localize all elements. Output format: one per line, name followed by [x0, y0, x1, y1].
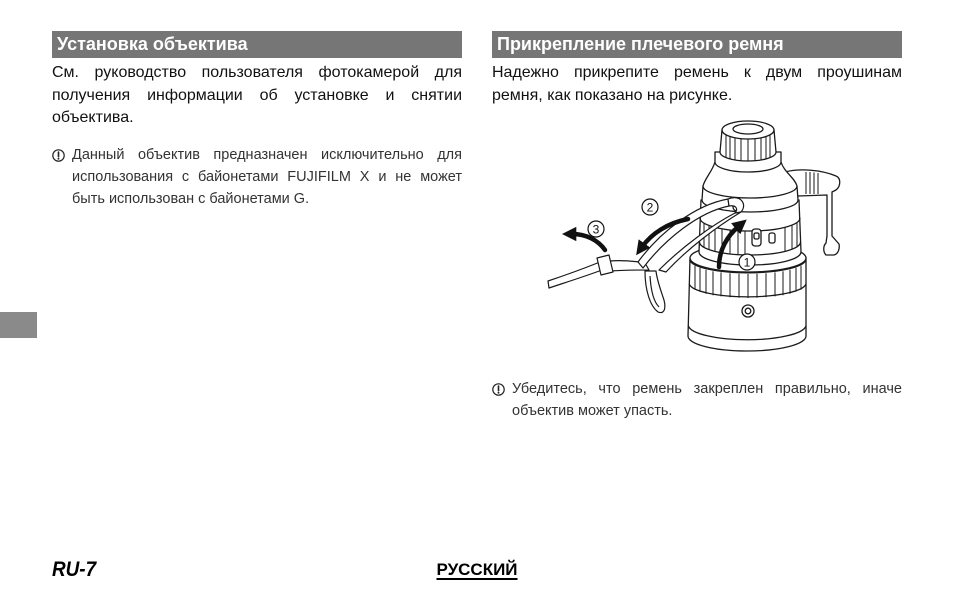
- strap-band-left: [548, 262, 602, 288]
- lens-marker: [769, 233, 775, 243]
- lens-switch-knob: [754, 233, 759, 239]
- section-heading-text: Установка объектива: [57, 34, 248, 54]
- note-line: Убедитесь, что ремень закреплен правильно, иначе: [512, 381, 902, 397]
- rear-cap-center: [733, 124, 763, 134]
- lens-drawing: [688, 121, 840, 351]
- mount-compatibility-note: [72, 144, 462, 210]
- language-label: РУССКИЙ: [436, 560, 518, 579]
- section-heading-strap-attachment: [492, 31, 902, 58]
- note-line: объектив может упасть.: [512, 403, 673, 419]
- section-heading-lens-mounting: [52, 31, 462, 58]
- strap-attachment-paragraph: [492, 62, 902, 107]
- callout-1: [739, 254, 755, 270]
- lens-mounting-paragraph: [52, 62, 462, 130]
- paragraph-line: ремня, как показано на рисунке.: [492, 86, 733, 104]
- lens-strap-illustration: [540, 115, 845, 357]
- page-number: RU-7: [52, 558, 97, 581]
- note-line: использования с байонетами FUJIFILM X и не может: [72, 169, 462, 185]
- lens-button-center: [745, 308, 751, 314]
- strap-safety-note: [512, 378, 902, 422]
- caution-icon: [492, 383, 505, 396]
- paragraph-line: Надежно прикрепите ремень к двум проушинам: [492, 64, 902, 81]
- paragraph-line: См. руководство пользователя фотокамерой для: [52, 64, 462, 81]
- section-tab: [0, 312, 37, 338]
- caution-icon: [52, 149, 65, 162]
- strap-keeper: [597, 255, 613, 275]
- strap-dangling-end: [645, 271, 665, 313]
- section-heading-text: Прикрепление плечевого ремня: [497, 34, 784, 54]
- callout-number: 2: [646, 200, 654, 215]
- note-line: Данный объектив предназначен исключительно для: [72, 147, 462, 163]
- note-line: быть использован с байонетами G.: [72, 191, 310, 207]
- callout-2: [642, 199, 658, 215]
- callout-number: 3: [592, 222, 600, 237]
- paragraph-line: получения информации об установке и снятии: [52, 86, 462, 104]
- callout-3: [588, 221, 604, 237]
- callout-number: 1: [743, 255, 751, 270]
- paragraph-line: объектива.: [52, 109, 134, 126]
